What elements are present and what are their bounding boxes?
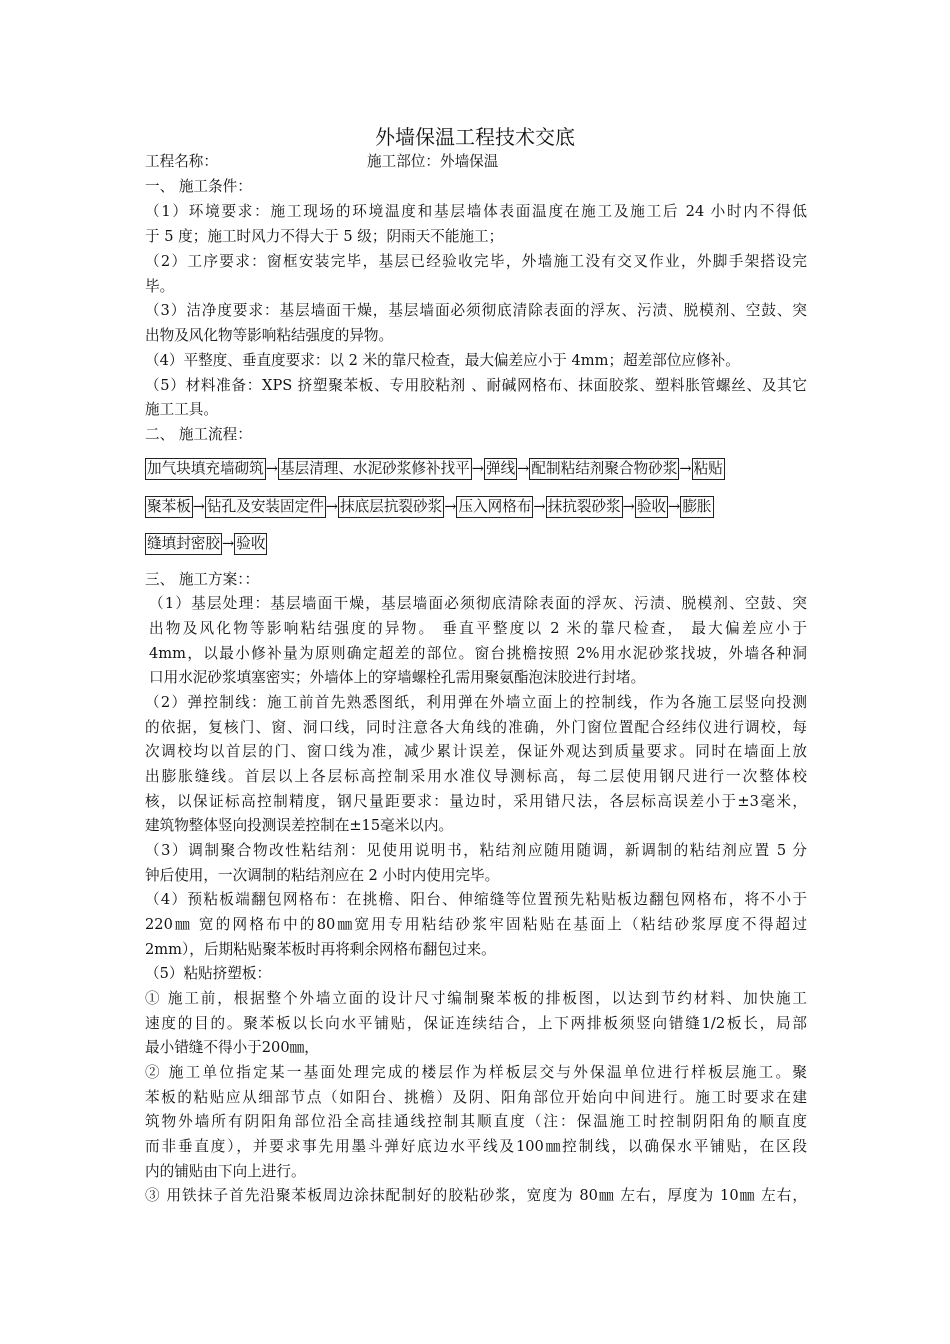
section3-line: 220㎜ 宽的网格布中的80㎜宽用专用粘结砂浆牢固粘贴在基面上（粘结砂浆厚度不得超过 (145, 916, 807, 933)
section3-line: 最小错缝不得小于200㎜， (145, 1039, 319, 1056)
section3-line: 出物及风化物等影响粘结强度的异物。 垂直平整度以 2 米的靠尺检查， 最大偏差应小于 (149, 620, 807, 637)
flow-row (145, 458, 807, 482)
construction-part-label: 施工部位：外墙保温 (367, 153, 499, 170)
section2-heading: 二、 施工流程： (145, 426, 252, 443)
flow-arrow: → (325, 498, 339, 515)
flow-row (145, 533, 807, 557)
section3-line: 建筑物整体竖向投测误差控制在±15毫米以内。 (145, 817, 454, 834)
section3-line: 口用水泥砂浆填塞密实；外墙体上的穿墙螺栓孔需用聚氨酯泡沫胶进行封堵。 (149, 669, 646, 686)
flow-arrow: → (679, 460, 692, 477)
flow-step: 验收 (635, 496, 668, 518)
section3-line: ③ 用铁抹子首先沿聚苯板周边涂抹配制好的胶粘砂浆，宽度为 80㎜ 左右，厚度为 10㎜ 左右， (145, 1187, 807, 1204)
section3-line: （2）弹控制线：施工前首先熟悉图纸，利用弹在外墙立面上的控制线，作为各施工层竖向投测 (145, 694, 807, 711)
section3-heading: 三、 施工方案：： (145, 571, 260, 588)
flow-arrow: → (265, 460, 278, 477)
flow-step: 抹底层抗裂砂浆 (338, 496, 444, 518)
section3-line: 筑物外墙所有阴阳角部位沿全高挂通线控制其顺直度（注：保温施工时控制阴阳角的顺直度 (145, 1113, 807, 1130)
flow-arrow: → (192, 498, 206, 515)
flow-step: 配制粘结剂聚合物砂浆 (529, 458, 679, 480)
section3-line: 4mm，以最小修补量为原则确定超差的部位。窗台挑檐按照 2%用水泥砂浆找坡，外墙各种洞 (149, 645, 807, 662)
section1-line: 毕。 (145, 278, 175, 295)
flow-step: 钻孔及安装固定件 (205, 496, 326, 518)
section1-line: 施工工具。 (145, 401, 218, 418)
section3-line: 出膨胀缝线。首层以上各层标高控制采用水准仪导测标高，每二层使用钢尺进行一次整体校 (145, 768, 807, 785)
flow-step: 聚苯板 (145, 496, 193, 518)
section3-line: 次调校均以首层的门、窗口线为准，减少累计误差，保证外观达到质量要求。同时在墙面上放 (145, 743, 807, 760)
section3-line: 而非垂直度），并要求事先用墨斗弹好底边水平线及100㎜控制线，以确保水平铺贴，在区段 (145, 1138, 807, 1155)
flow-arrow: → (533, 498, 546, 515)
document-title: 外墙保温工程技术交底 (375, 125, 575, 149)
section1-line: （4）平整度、垂直度要求：以 2 米的靠尺检查，最大偏差应小于 4mm；超差部位应修补。 (145, 352, 740, 369)
section3-line: （5）粘贴挤塑板： (145, 965, 272, 982)
section1-line: 出物及风化物等影响粘结强度的异物。 (145, 327, 394, 344)
section3-line: 苯板的粘贴应从细部节点（如阳台、挑檐）及阴、阳角部位开始向中间进行。施工时要求在建 (145, 1089, 807, 1106)
flow-arrow: → (517, 460, 530, 477)
flow-step: 验收 (234, 533, 267, 555)
flow-arrow: → (221, 535, 235, 552)
section3-line: （3）调制聚合物改性粘结剂：见使用说明书，粘结剂应随用随调，新调制的粘结剂应置 5 分 (145, 842, 807, 859)
flow-step: 基层清理、水泥砂浆修补找平 (278, 458, 472, 480)
flow-step: 抹抗裂砂浆 (546, 496, 623, 518)
section3-line: 2mm），后期粘贴聚苯板时再将剩余网格布翻包过来。 (145, 941, 496, 958)
flow-step: 压入网格布 (456, 496, 533, 518)
section3-line: 速度的目的。聚苯板以长向水平铺贴，保证连续结合，上下两排板须竖向错缝1/2板长，局部 (145, 1015, 807, 1032)
flow-arrow: → (444, 498, 457, 515)
section3-line: （4）预粘板端翻包网格布：在挑檐、阳台、伸缩缝等位置预先粘贴板边翻包网格布，将不小于 (145, 891, 807, 908)
flow-arrow: → (471, 460, 484, 477)
section3-line: ① 施工前，根据整个外墙立面的设计尺寸编制聚苯板的排板图，以达到节约材料、加快施工 (145, 990, 807, 1007)
section1-line: （2）工序要求：窗框安装完毕，基层已经验收完毕，外墙施工没有交叉作业，外脚手架搭设完 (145, 253, 807, 270)
flow-step: 缝填封密胶 (145, 533, 222, 555)
section1-line: 于 5 度；施工时风力不得大于 5 级；阴雨天不能施工； (145, 228, 504, 245)
section1-line: （5）材料准备：XPS 挤塑聚苯板、专用胶粘剂 、耐碱网格布、抹面胶浆、塑料胀管螺丝、及其它 (145, 377, 807, 394)
section1-heading: 一、 施工条件： (145, 178, 252, 195)
flow-arrow: → (622, 498, 635, 515)
section1-line: （3）洁净度要求：基层墙面干燥，基层墙面必须彻底清除表面的浮灰、污渍、脱模剂、空鼓、突 (145, 302, 807, 319)
flow-step: 加气块填充墙砌筑 (145, 458, 266, 480)
section3-line: 的依据，复核门、窗、洞口线，同时注意各大角线的准确，外门窗位置配合经纬仪进行调校，每 (145, 719, 807, 736)
section3-line: ② 施工单位指定某一基面处理完成的楼层作为样板层交与外保温单位进行样板层施工。聚 (145, 1064, 807, 1081)
flow-arrow: → (668, 498, 681, 515)
flow-step: 膨胀 (680, 496, 713, 518)
flow-step: 粘贴 (692, 458, 725, 480)
flow-row (145, 496, 807, 520)
section3-line: 钟后使用，一次调制的粘结剂应在 2 小时内使用完毕。 (145, 867, 500, 884)
section1-line: （1）环境要求：施工现场的环境温度和基层墙体表面温度在施工及施工后 24 小时内不得低 (145, 203, 807, 220)
section3-line: 核，以保证标高控制精度，钢尺量距要求：量边时，采用错尺法，各层标高误差小于±3毫米， (145, 793, 807, 810)
section3-line: 内的铺贴由下向上进行。 (145, 1163, 306, 1180)
project-name-label: 工程名称： (145, 153, 218, 170)
flow-step: 弹线 (484, 458, 517, 480)
section3-line: （1）基层处理：基层墙面干燥，基层墙面必须彻底清除表面的浮灰、污渍、脱模剂、空鼓、突 (149, 595, 807, 612)
